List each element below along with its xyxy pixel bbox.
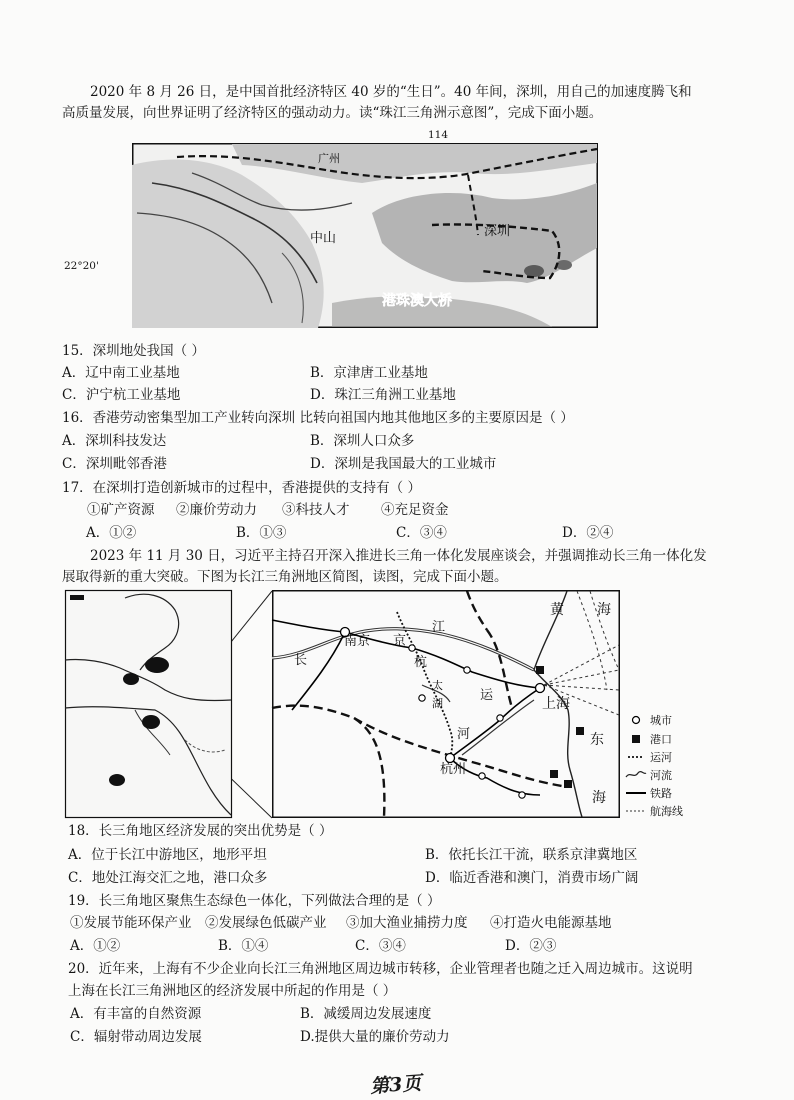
q15-option-d: D．珠江三角洲工业基地 bbox=[310, 387, 456, 403]
q20-option-a: A．有丰富的自然资源 bbox=[70, 1006, 202, 1022]
q17-choice-2: ②廉价劳动力 bbox=[176, 502, 257, 518]
legend-port-label: 港口 bbox=[650, 733, 672, 746]
q19-option-d: D．②③ bbox=[505, 938, 557, 954]
q18-option-b: B．依托长江干流，联系京津冀地区 bbox=[425, 847, 638, 863]
q16-option-b: B．深圳人口众多 bbox=[310, 433, 415, 449]
passage1-line1: 2020 年 8 月 26 日，是中国首批经济特区 40 岁的“生日”。40 年间，深圳，用自己的加速度腾飞和 bbox=[90, 84, 692, 100]
main-delta-map bbox=[272, 591, 619, 818]
label-hang: 杭 bbox=[414, 655, 428, 670]
port-marker bbox=[550, 770, 558, 778]
city-marker bbox=[519, 792, 525, 798]
city-marker bbox=[497, 715, 503, 721]
q20-option-c: C．辐射带动周边发展 bbox=[70, 1029, 202, 1045]
q18-option-c: C．地处江海交汇之地，港口众多 bbox=[68, 870, 268, 886]
q18-stem: 18．长三角地区经济发展的突出优势是（ ） bbox=[68, 823, 333, 839]
city-marker bbox=[464, 667, 470, 673]
legend-city-symbol bbox=[633, 717, 640, 724]
map1-island bbox=[556, 260, 572, 270]
legend-railway-label: 铁路 bbox=[650, 787, 672, 800]
city-marker bbox=[409, 645, 415, 651]
q19-option-b: B．①④ bbox=[218, 938, 269, 954]
label-nanjing: 南京 bbox=[344, 634, 371, 649]
label-hai-south: 海 bbox=[592, 790, 606, 806]
label-hu: 湖 bbox=[432, 697, 443, 710]
q19-option-c: C．③④ bbox=[355, 938, 406, 954]
q20-stem-line2: 上海在长江三角洲地区的经济发展中所起的作用是（ ） bbox=[68, 983, 397, 999]
passage2-line1: 2023 年 11 月 30 日，习近平主持召开深入推进长三角一体化发展座谈会，并强调推动长三角一体化发 bbox=[90, 548, 707, 564]
q19-choice-3: ③加大渔业捕捞力度 bbox=[346, 915, 468, 931]
q16-stem: 16．香港劳动密集型加工产业转向深圳 比转向祖国内地其他地区多的主要原因是（ ） bbox=[62, 410, 574, 426]
q16-option-d: D．深圳是我国最大的工业城市 bbox=[310, 456, 497, 472]
legend-river-label: 河流 bbox=[650, 769, 672, 782]
label-dong: 东 bbox=[590, 732, 604, 748]
map1-zhongshan-label: 中山 bbox=[310, 231, 337, 246]
yangtze-delta-map bbox=[60, 585, 725, 825]
q18-option-a: A．位于长江中游地区，地形平坦 bbox=[68, 847, 267, 863]
map1-latitude-label: 22°20' bbox=[64, 260, 99, 272]
q20-stem-line1: 20．近年来，上海有不少企业向长江三角洲地区周边城市转移，企业管理者也随之迁入周边城市。这说明 bbox=[68, 961, 693, 977]
page-number: 第3页 bbox=[369, 1072, 423, 1098]
pearl-river-delta-map bbox=[132, 143, 598, 328]
label-he: 河 bbox=[457, 727, 471, 742]
q17-option-a: A．①② bbox=[86, 525, 137, 541]
label-hangzhou: 杭州 bbox=[440, 762, 467, 777]
inset-highlight-area bbox=[145, 657, 169, 673]
inset-highlight-area bbox=[142, 715, 160, 729]
q15-option-c: C．沪宁杭工业基地 bbox=[62, 387, 181, 403]
q20-option-b: B．减缓周边发展速度 bbox=[300, 1006, 432, 1022]
q16-option-c: C．深圳毗邻香港 bbox=[62, 456, 167, 472]
legend-city-label: 城市 bbox=[650, 714, 672, 727]
inset-highlight-area bbox=[109, 774, 125, 786]
city-marker bbox=[536, 684, 545, 693]
q15-option-a: A．辽中南工业基地 bbox=[62, 365, 180, 381]
inset-legend-swatch bbox=[70, 595, 84, 600]
q17-stem: 17．在深圳打造创新城市的过程中，香港提供的支持有（ ） bbox=[62, 480, 421, 496]
q17-choice-1: ①矿产资源 bbox=[87, 502, 155, 518]
map1-shenzhen-label: 深圳 bbox=[484, 224, 511, 239]
inset-highlight-area bbox=[123, 673, 139, 685]
inset-china-map bbox=[65, 591, 232, 818]
q19-choice-4: ④打造火电能源基地 bbox=[490, 915, 612, 931]
legend-port-symbol bbox=[632, 735, 640, 743]
city-marker bbox=[479, 773, 485, 779]
label-yun: 运 bbox=[480, 688, 494, 703]
q20-option-d: D.提供大量的廉价劳动力 bbox=[300, 1029, 450, 1045]
q17-option-b: B．①③ bbox=[236, 525, 287, 541]
q19-choice-2: ②发展绿色低碳产业 bbox=[205, 915, 327, 931]
label-tai: 太 bbox=[432, 679, 443, 692]
map1-island bbox=[524, 265, 544, 277]
map1-guangzhou-label: 广州 bbox=[318, 152, 340, 165]
q18-option-d: D．临近香港和澳门，消费市场广阔 bbox=[425, 870, 639, 886]
q19-option-a: A．①② bbox=[70, 938, 121, 954]
city-marker bbox=[419, 695, 425, 701]
legend-shipping-label: 航海线 bbox=[650, 805, 683, 818]
passage1-line2: 高质量发展，向世界证明了经济特区的强动动力。读“珠江三角洲示意图”，完成下面小题。 bbox=[62, 105, 603, 121]
label-shanghai: 上海 bbox=[542, 696, 570, 712]
q17-option-c: C．③④ bbox=[396, 525, 447, 541]
label-huang: 黄 bbox=[550, 602, 564, 618]
port-marker bbox=[576, 727, 584, 735]
q15-option-b: B．京津唐工业基地 bbox=[310, 365, 428, 381]
label-jing: 京 bbox=[393, 634, 407, 649]
legend-river-symbol bbox=[626, 772, 646, 777]
legend-canal-label: 运河 bbox=[650, 751, 672, 764]
map1-bridge-label: 港珠澳大桥 bbox=[382, 293, 452, 309]
q19-choice-1: ①发展节能环保产业 bbox=[70, 915, 192, 931]
label-jiang: 江 bbox=[432, 620, 446, 635]
q19-stem: 19．长三角地区聚焦生态绿色一体化，下列做法合理的是（ ） bbox=[68, 893, 441, 909]
label-hai-north: 海 bbox=[597, 602, 611, 618]
q17-choice-3: ③科技人才 bbox=[282, 502, 350, 518]
map1-longitude-label: 114 bbox=[428, 129, 449, 141]
port-marker bbox=[564, 780, 572, 788]
map2-legend bbox=[626, 714, 683, 818]
q17-option-d: D．②④ bbox=[562, 525, 614, 541]
q16-option-a: A．深圳科技发达 bbox=[62, 433, 167, 449]
port-marker bbox=[536, 666, 544, 674]
label-chang: 长 bbox=[294, 653, 308, 668]
passage2-line2: 展取得新的重大突破。下图为长江三角洲地区简图，读图，完成下面小题。 bbox=[62, 569, 508, 585]
q15-stem: 15．深圳地处我国（ ） bbox=[62, 343, 205, 359]
q17-choice-4: ④充足资金 bbox=[381, 502, 449, 518]
